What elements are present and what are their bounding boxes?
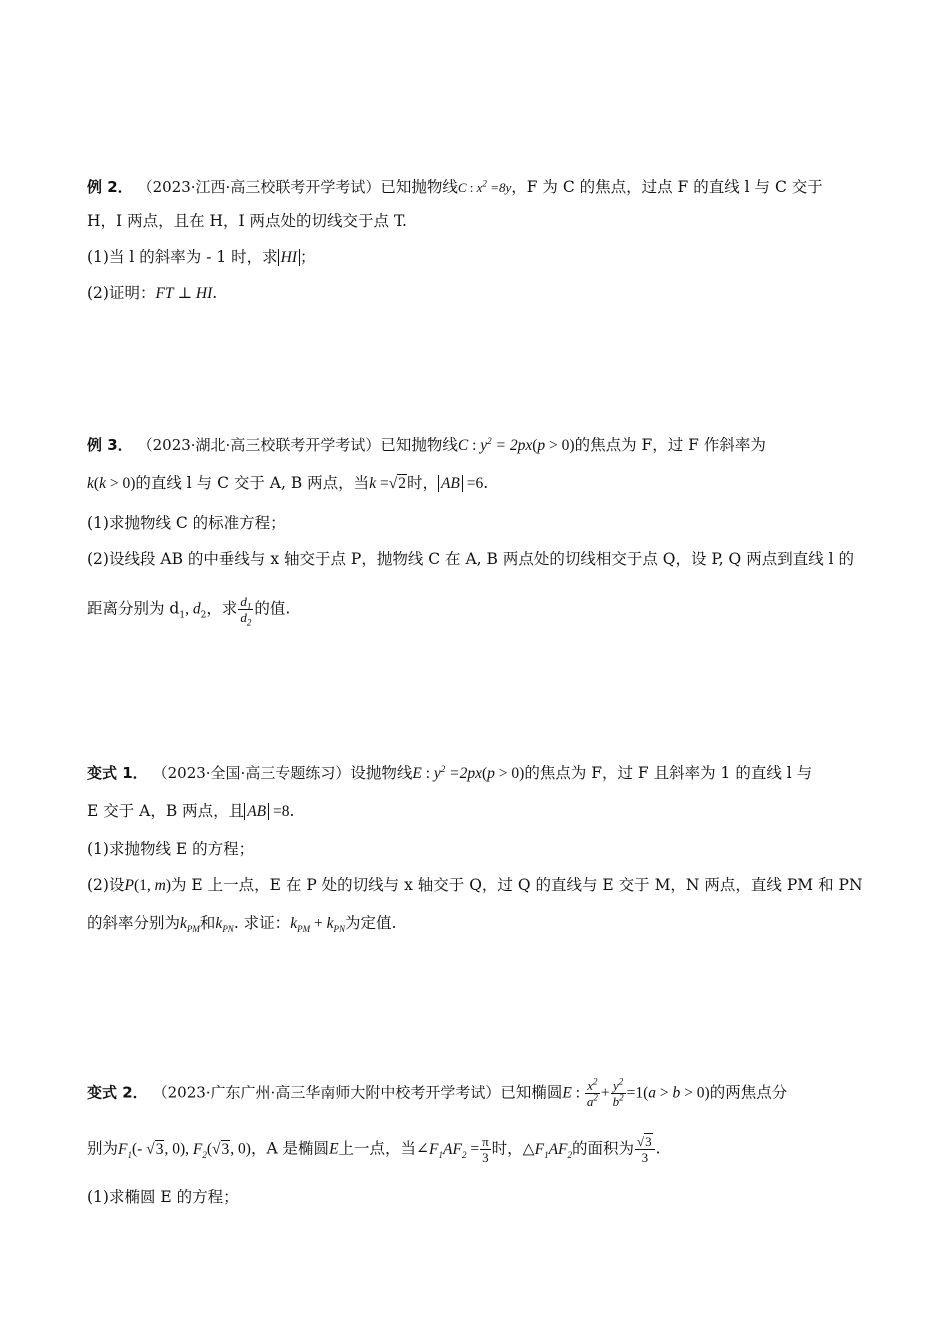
formula-parabola-2: C xyxy=(457,437,469,454)
example-2-line-1: 例 2． （2023·江西·高三校联考开学考试）已知抛物线C : $x^2 =8y$，F 为 C 的焦点，过点 F 的直线 l 与 C 交于 xyxy=(87,178,823,196)
variation-2-question-1: (1)求椭圆 E 的方程； xyxy=(87,1188,239,1206)
fraction-x2-a2: $\frac{x^2}{a^2}$ xyxy=(586,1076,598,1109)
example-2-label: 例 2． xyxy=(87,178,133,196)
variation-2-line-2: 别为$F_1(-$ √3, 0), $F_2(√3$, 0)，A 是椭圆E上一点，当$\angle F_1AF_2$ = $\frac{\pi}{3}$ 时，$\triangle F_1AF_2$的面积为 $\frac{√3}{3}$ . xyxy=(87,1134,661,1165)
variation-1-question-1: (1)求抛物线 E 的方程； xyxy=(87,840,255,858)
example-3-line-1: 例 3． （2023·湖北·高三校联考开学考试）已知抛物线C : $y^2 = 2px(p > 0)$的焦点为 F，过 F 作斜率为 xyxy=(87,435,766,454)
variation-1-question-2: (2)设P(1, m)为 E 上一点，E 在 P 处的切线与 x 轴交于 Q，过 Q 的直线与 E 交于 M，N 两点，直线 PM 和 PN xyxy=(87,876,863,894)
formula-abs-hi: HI xyxy=(278,249,300,266)
fraction-d1-d2: $\frac{d_1}{d_2}$ xyxy=(240,594,252,628)
example-3-line-2: k(k > 0)的直线 l 与 C 交于 A, B 两点，当k =√2时， AB =6. xyxy=(87,474,489,492)
example-3-question-2-cont: 距离分别为 $d_1$, $d_2$，求 $\frac{d_1}{d_2}$ 的值. xyxy=(87,594,291,628)
example-2-source: （2023·江西·高三校联考开学考试） xyxy=(137,178,381,196)
variation-1-question-2-cont: 的斜率分别为$k_{PM}$和$k_{PN}$. 求证：$k_{PM} + k_{PN}$为定值. xyxy=(87,914,397,935)
formula-parabola: C xyxy=(457,180,467,195)
fraction-pi-3: $\frac{\pi}{3}$ xyxy=(482,1134,489,1165)
formula-perp: FT xyxy=(155,285,174,302)
variation-1-line-2: E 交于 A，B 两点，且 AB =8. xyxy=(87,802,295,820)
fraction-sqrt3-3: $\frac{√3}{3}$ xyxy=(635,1134,655,1165)
example-3-question-2: (2)设线段 AB 的中垂线与 x 轴交于点 P，抛物线 C 在 A, B 两点处的切线相交于点 Q，设 P, Q 两点到直线 l 的 xyxy=(87,550,855,568)
example-2-line-2: H，I 两点，且在 H，I 两点处的切线交于点 T. xyxy=(87,212,407,230)
example-2-question-2: (2)证明：FT ⊥ HI. xyxy=(87,284,218,302)
fraction-y2-b2: $\frac{y^2}{b^2}$ xyxy=(612,1076,624,1109)
example-2-question-1: (1)当 l 的斜率为 - 1 时，求 HI ； xyxy=(87,248,316,266)
variation-2-line-1: 变式 2． （2023·广东广州·高三华南师大附中校考开学考试）已知椭圆E : $\frac{x^2}{a^2}$ + $\frac{y^2}{b^2}$ =1(a > b > 0)的两焦点分 xyxy=(87,1076,788,1109)
example-3-question-1: (1)求抛物线 C 的标准方程； xyxy=(87,514,286,532)
variation-1-line-1: 变式 1． （2023·全国·高三专题练习）设抛物线E : $y^2 =2px(p > 0)$的焦点为 F，过 F 且斜率为 1 的直线 l 与 xyxy=(87,763,813,782)
